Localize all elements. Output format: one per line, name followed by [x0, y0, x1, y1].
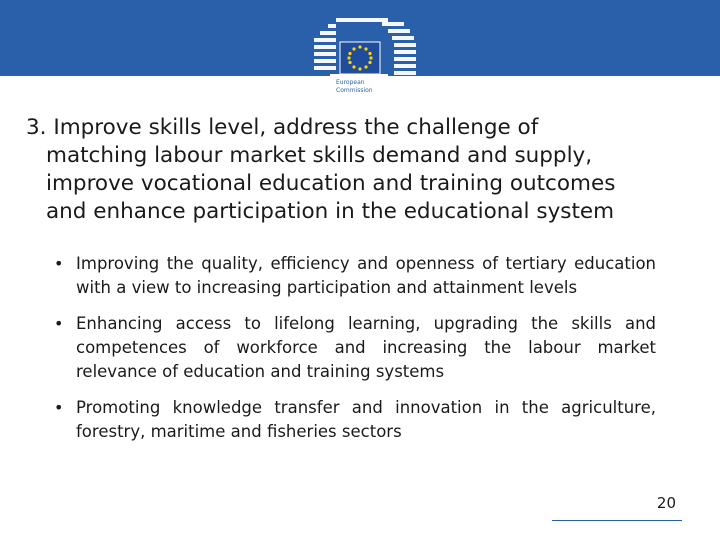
logo-text-line1: European — [336, 79, 365, 86]
page-number: 20 — [656, 494, 676, 512]
logo-text-line2: Commission — [336, 87, 373, 94]
european-commission-logo-icon — [310, 14, 424, 98]
title-line-1: 3. Improve skills level, address the challenge of — [26, 115, 539, 140]
bullet-icon: • — [54, 254, 64, 273]
bullet-text: Enhancing access to lifelong learning, upgrading the skills and competences of workforce and increasing the labour market relevance of education and training systems — [76, 314, 656, 381]
slide-title — [26, 114, 686, 226]
bullet-icon: • — [54, 398, 64, 417]
bullet-text: Promoting knowledge transfer and innovation in the agriculture, forestry, maritime and fisheries sectors — [76, 398, 656, 441]
title-line-2: matching labour market skills demand and supply, — [46, 143, 593, 168]
bullet-list — [54, 252, 656, 444]
footer-divider — [552, 520, 682, 521]
bullet-item-2 — [54, 312, 656, 384]
bullet-text: Improving the quality, efficiency and openness of tertiary education with a view to increasing participation and attainment levels — [76, 254, 656, 297]
bullet-item-3 — [54, 396, 656, 444]
title-line-4: and enhance participation in the educational system — [46, 199, 615, 224]
bullet-item-1 — [54, 252, 656, 300]
title-line-3: improve vocational education and training outcomes — [46, 171, 616, 196]
bullet-icon: • — [54, 314, 64, 333]
